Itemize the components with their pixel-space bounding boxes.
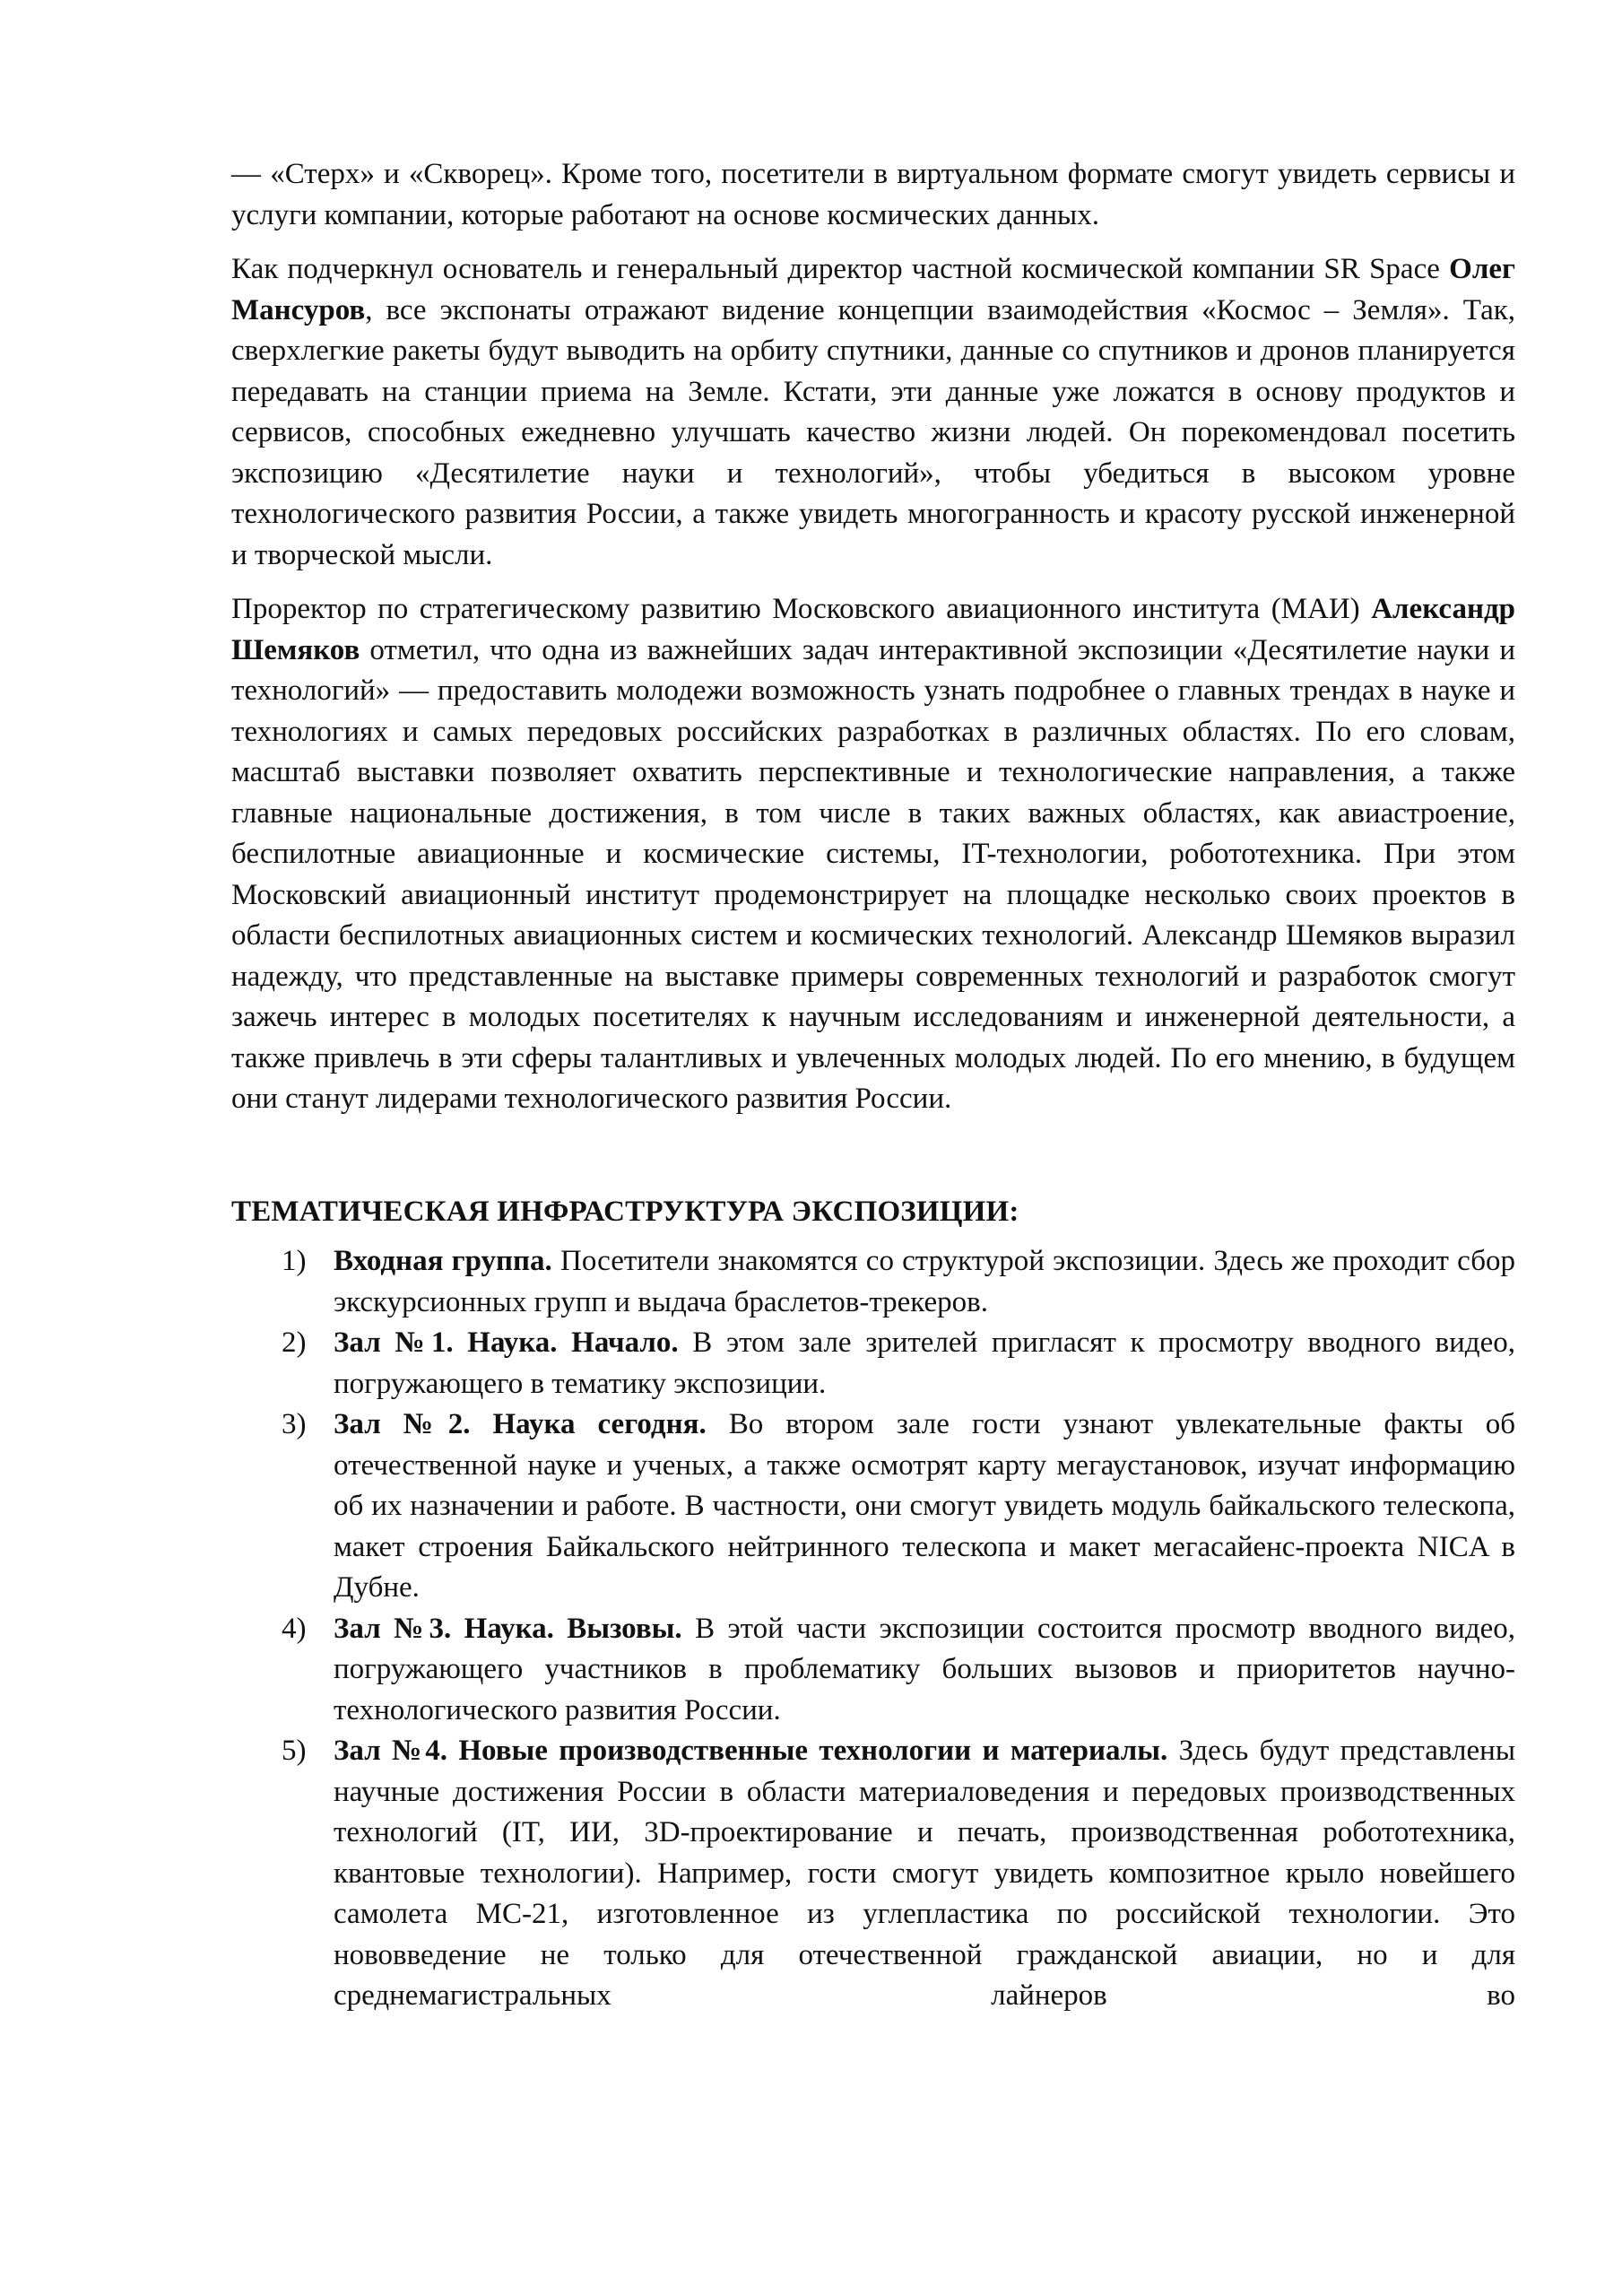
person-name-bold: Олег Мансуров	[231, 253, 1515, 326]
paragraph-text: отметил, что одна из важнейших задач интерактивной экспозиции «Десятилетие науки и технологий» — предоставить молодежи возможность узнать подробнее о главных трендах в науке и технологиях и самых передовых российских разработках в различных областях. По его словам, масштаб выставки позволяет охватить перспективные и технологические направления, а также главные национальные достижения, в том числе в таких важных областях, как авиастроение, беспилотные авиационные и космические системы, IT-технологии, робототехника. При этом Московский авиационный институт продемонстрирует на площадке несколько своих проектов в области беспилотных авиационных систем и космических технологий. Александр Шемяков выразил надежду, что представленные на выставке примеры современных технологий и разработок смогут зажечь интерес в молодых посетителях к научным исследованиям и инженерной деятельности, а также привлечь в эти сферы талантливых и увлеченных молодых людей. По его мнению, в будущем они станут лидерами технологического развития России.	[231, 633, 1515, 1115]
section-heading: ТЕМАТИЧЕСКАЯ ИНФРАСТРУКТУРА ЭКСПОЗИЦИИ:	[231, 1195, 1019, 1228]
list-item	[231, 1609, 1515, 1732]
document-page	[231, 154, 1515, 2017]
list-item-text: Здесь будут представлены научные достижения России в области материаловедения и передовых производственных технологий (IT, ИИ, 3D-проектирование и печать, производственная робототехника, квантовые технологии). Например, гости смогут увидеть композитное крыло новейшего самолета МС-21, изготовленное из углепластика по российской технологии. Это нововведение не только для отечественной гражданской авиации, но и для среднемагистральных лайнеров во	[334, 1735, 1515, 2012]
list-item-title: Входная группа.	[334, 1245, 552, 1277]
list-item-number: 5)	[282, 1735, 307, 1767]
list-item	[231, 1323, 1515, 1405]
list-item-number: 2)	[282, 1326, 307, 1359]
paragraph-text: — «Стерх» и «Скворец». Кроме того, посетители в виртуальном формате смогут увидеть сервисы и услуги компании, которые работают на основе космических данных.	[231, 158, 1515, 231]
paragraph-text: , все экспонаты отражают видение концепции взаимодействия «Космос – Земля». Так, сверхлегкие ракеты будут выводить на орбиту спутники, данные со спутников и дронов планируется передавать на станции приема на Земле. Кстати, эти данные уже ложатся в основу продуктов и сервисов, способных ежедневно улучшать качество жизни людей. Он порекомендовал посетить экспозицию «Десятилетие науки и технологий», чтобы убедиться в высоком уровне технологического развития России, а также увидеть многогранность и красоту русской инженерной и творческой мысли.	[231, 293, 1515, 571]
paragraph-text: Как подчеркнул основатель и генеральный директор частной космической компании SR Space	[231, 253, 1450, 285]
list-item	[231, 1405, 1515, 1609]
list-item-number: 1)	[282, 1245, 307, 1277]
list-item-text: Посетители знакомятся со структурой экспозиции. Здесь же проходит сбор экскурсионных групп и выдача браслетов-трекеров.	[334, 1245, 1516, 1318]
list-item-text: В этой части экспозиции состоится просмотр вводного видео, погружающего участников в проблематику больших вызовов и приоритетов научно-технологического развития России.	[334, 1612, 1516, 1726]
list-item	[231, 1731, 1515, 2017]
person-name-bold: Александр Шемяков	[231, 593, 1515, 666]
list-item-title: Зал №1. Наука. Начало.	[334, 1326, 679, 1359]
list-item-text: Во втором зале гости узнают увлекательные факты об отечественной науке и ученых, а также осмотрят карту мегаустановок, изучат информацию об их назначении и работе. В частности, они смогут увидеть модуль байкальского телескопа, макет строения Байкальского нейтринного телескопа и макет мегасайенс-проекта NICA в Дубне.	[334, 1408, 1515, 1604]
list-item-text: В этом зале зрителей пригласят к просмотру вводного видео, погружающего в тематику экспозиции.	[334, 1326, 1515, 1400]
list-item-number: 3)	[282, 1408, 307, 1440]
list-item-number: 4)	[282, 1612, 307, 1645]
list-item-title: Зал №4. Новые производственные технологии и материалы.	[334, 1735, 1168, 1767]
paragraph-text: Проректор по стратегическому развитию Московского авиационного института (МАИ)	[231, 593, 1372, 625]
list-item	[231, 1241, 1515, 1323]
list-item-title: Зал №2. Наука сегодня.	[334, 1408, 707, 1440]
list-item-title: Зал №3. Наука. Вызовы.	[334, 1612, 682, 1645]
paragraph-mansurov-quote	[231, 249, 1515, 576]
paragraph-shemyakov-quote	[231, 589, 1515, 1120]
exposition-halls-list	[231, 1241, 1515, 2017]
paragraph-intro	[231, 154, 1515, 236]
